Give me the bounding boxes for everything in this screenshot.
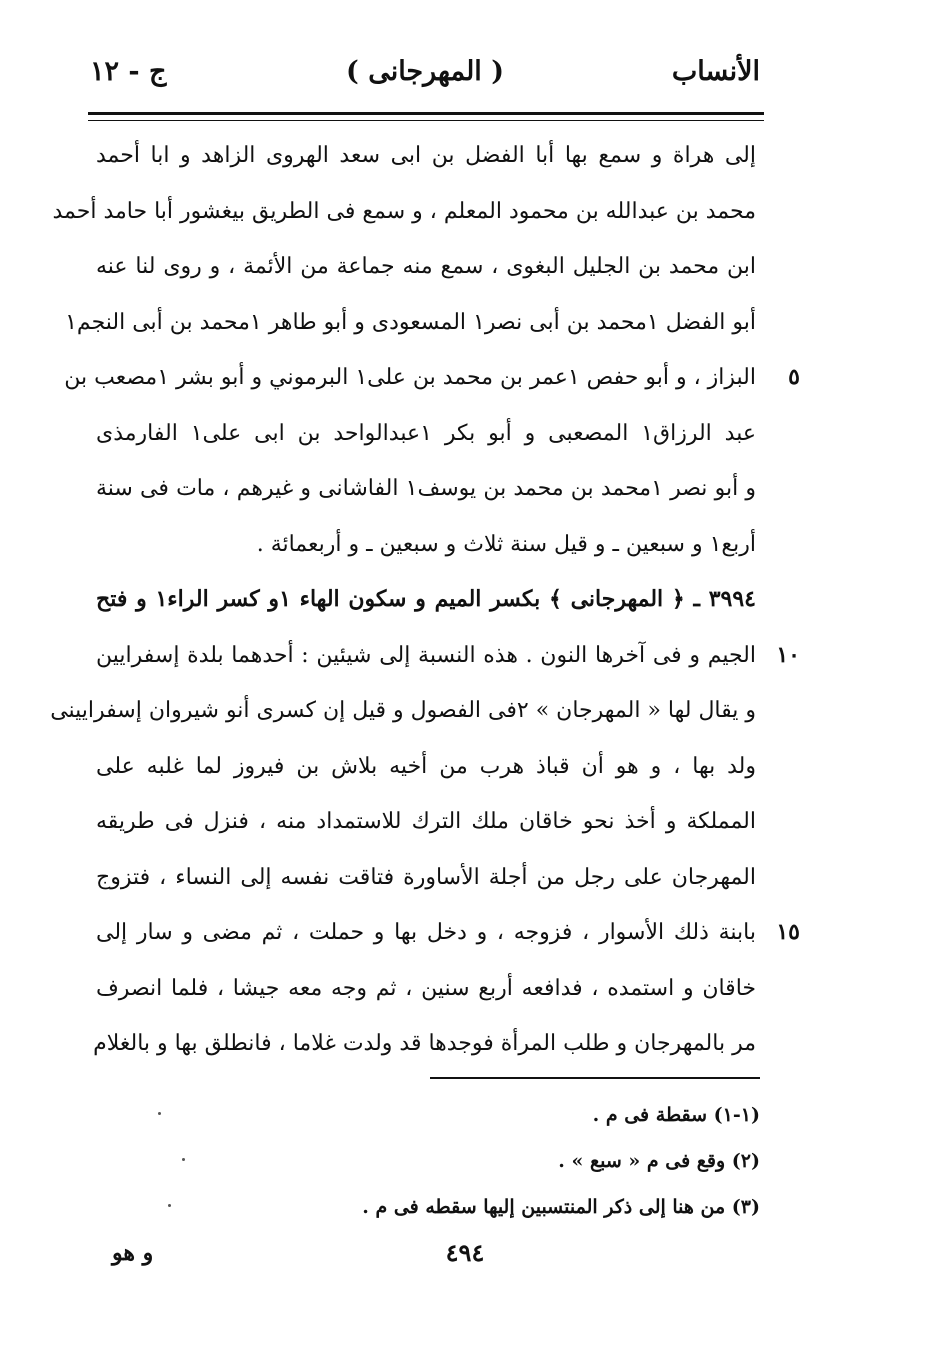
text-line-10 [96,628,800,684]
line-number: ٥ [788,364,800,390]
text-line: ابن محمد بن الجليل البغوى ، سمع منه جماعة من الأئمة ، و روى لنا عنه [96,254,756,279]
text-line: خاقان و استمده ، فدافعه أربع سنين ، ثم وجه معه جيشا ، فلما انصرف [96,975,756,1001]
entry-heading-line: ٣٩٩٤ ـ ﴿ المهرجانى ﴾ بكسر الميم و سكون الهاء ١و كسر الراء١ و فتح [96,586,756,612]
text-line: مر بالمهرجان و طلب المرأة فوجدها قد ولدت غلاما ، فانطلق بها و بالغلام [93,1031,756,1056]
text-line: و يقال لها « المهرجان » ٢فى الفصول و قيل إن كسرى أنو شيروان إسفرايينى [50,698,756,723]
footnote-rule [430,1077,760,1079]
header-rule-thin [88,120,764,121]
running-header [90,56,760,106]
text-line: أربع١ و سبعين ـ و قيل سنة ثلاث و سبعين ـ و أربعمائة . [256,531,756,557]
page-number: ٤٩٤ [445,1238,485,1267]
text-line-content: الجيم و فى آخرها النون . هذه النسبة إلى شيئين : أحدهما بلدة إسفرايين [96,642,756,668]
line-number: ١٥ [776,919,800,945]
text-line: محمد بن عبدالله بن محمود المعلم ، و سمع فى الطريق بيغشور أبا حامد أحمد [52,198,756,224]
text-line: المملكة و أخذ نحو خاقان ملك الترك للاستمداد منه ، فنزل فى طريقه [96,809,756,834]
text-line: المهرجان على رجل من أجلة الأساورة فتاقت نفسه إلى النساء ، فتزوج [96,864,756,890]
text-line: أبو الفضل ١محمد بن أبى نصر١ المسعودى و أبو طاهر ١محمد بن أبى النجم١ [65,309,756,335]
text-line: و أبو نصر ١محمد بن محمد بن يوسف١ الفاشانى و غيرهم ، مات فى سنة [96,476,757,501]
footnote: (٣) من هنا إلى ذكر المنتسبين إليها سقطه فى م . [362,1196,760,1218]
text-line-5 [64,350,800,406]
text-line: عبد الرزاق١ المصعبى و أبو بكر ١عبدالواحد بن ابى على١ الفارمذى [96,420,756,446]
scan-speck [182,1158,185,1161]
volume-number: ج - ١٢ [90,56,167,87]
book-title: الأنساب [671,56,760,87]
scan-speck [168,1204,171,1207]
scan-speck [158,1112,161,1115]
main-text [50,128,800,1072]
footnote: (٢) وقع فى م « سبع » . [558,1150,760,1172]
text-line-content: بابنة ذلك الأسوار ، فزوجه ، و دخل بها و حملت ، ثم مضى و سار إلى [96,920,756,945]
text-line-15 [96,905,800,961]
text-line: ولد بها ، و هو أن قباذ هرب من أخيه بلاش بن فيروز لما غلبه على [96,753,756,779]
text-line-content: البزاز ، و أبو حفص ١عمر بن محمد بن على١ البرموني و أبو بشر ١مصعب بن [64,365,756,390]
footnote: (١-١) سقطة فى م . [592,1104,760,1126]
line-number: ١٠ [776,641,800,668]
catchword: و هو [112,1240,154,1266]
header-rule [88,112,764,115]
footnotes [300,1092,760,1230]
text-line: إلى هراة و سمع بها أبا الفضل بن ابى سعد الهروى الزاهد و ابا أحمد [96,143,756,168]
entry-heading: ( المهرجانى ) [346,56,504,87]
